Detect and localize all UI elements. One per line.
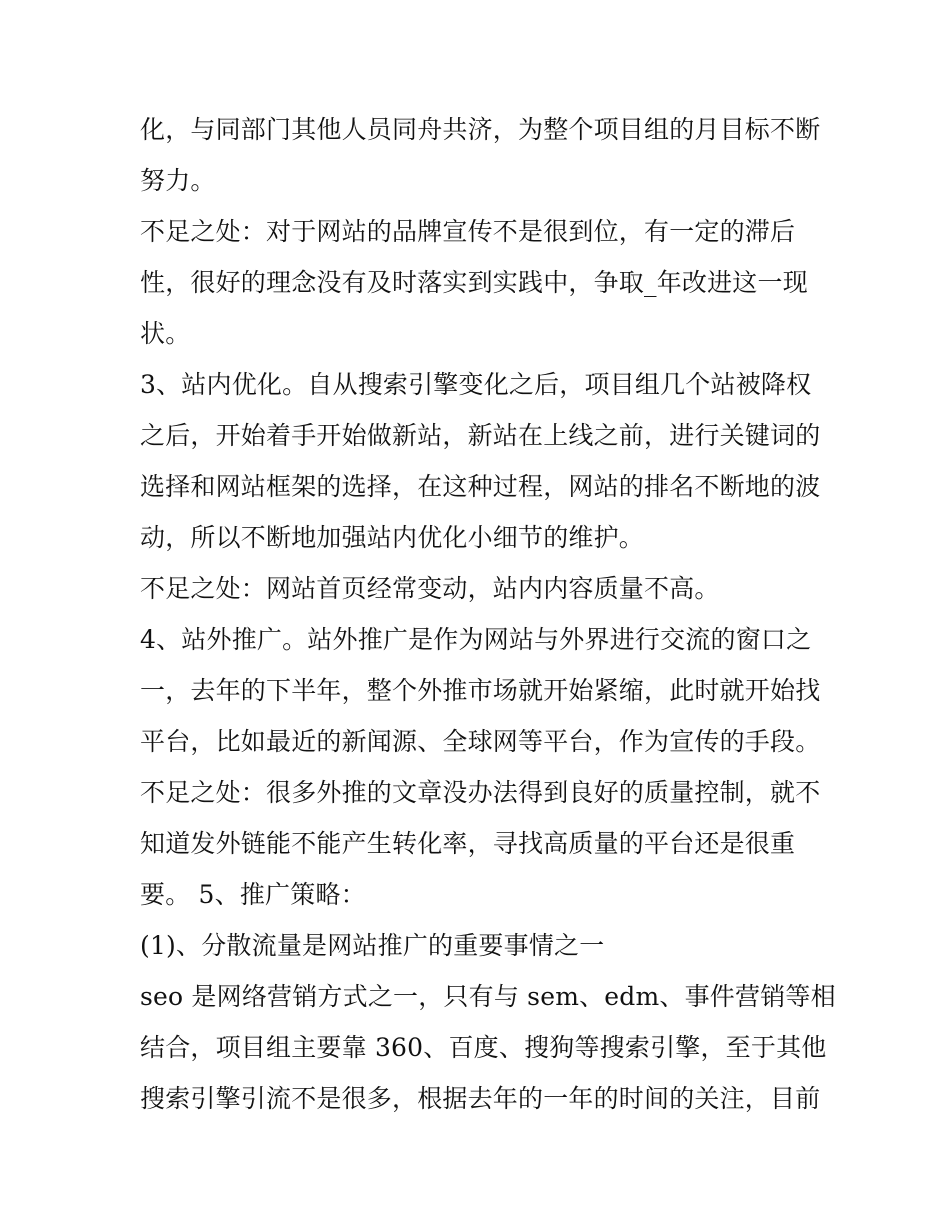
text-line: 不足之处：对于网站的品牌宣传不是很到位，有一定的滞后 xyxy=(140,217,796,246)
text-line: 4、站外推广。站外推广是作为网站与外界进行交流的窗口之 xyxy=(140,625,812,654)
text-line: 一，去年的下半年，整个外推市场就开始紧缩，此时就开始找 xyxy=(140,676,821,705)
text-line: 3、站内优化。自从搜索引擎变化之后，项目组几个站被降权 xyxy=(140,370,812,399)
text-line: 之后，开始着手开始做新站，新站在上线之前，进行关键词的 xyxy=(140,421,821,450)
text-line: 性，很好的理念没有及时落实到实践中，争取_年改进这一现 xyxy=(140,268,808,297)
text-line: 知道发外链能不能产生转化率，寻找高质量的平台还是很重 xyxy=(140,829,796,858)
text-line: 不足之处：网站首页经常变动，站内内容质量不高。 xyxy=(140,574,720,603)
body-text xyxy=(140,108,836,1128)
text-line: 平台，比如最近的新闻源、全球网等平台，作为宣传的手段。 xyxy=(140,727,821,756)
text-line: 动，所以不断地加强站内优化小细节的维护。 xyxy=(140,523,645,552)
text-line: 不足之处：很多外推的文章没办法得到良好的质量控制，就不 xyxy=(140,778,821,807)
text-line: 选择和网站框架的选择，在这种过程，网站的排名不断地的波 xyxy=(140,472,821,501)
text-line: 努力。 xyxy=(140,166,216,195)
text-line: 要。 5、推广策略： xyxy=(140,880,366,909)
text-line: 结合，项目组主要靠 360、百度、搜狗等搜索引擎，至于其他 xyxy=(140,1033,827,1062)
text-line: 搜索引擎引流不是很多，根据去年的一年的时间的关注，目前 xyxy=(140,1084,821,1113)
text-line: (1)、分散流量是网站推广的重要事情之一 xyxy=(140,931,605,960)
text-line: seo 是网络营销方式之一，只有与 sem、edm、事件营销等相 xyxy=(140,982,836,1011)
text-line: 状。 xyxy=(140,319,191,348)
text-line: 化，与同部门其他人员同舟共济，为整个项目组的月目标不断 xyxy=(140,115,821,144)
